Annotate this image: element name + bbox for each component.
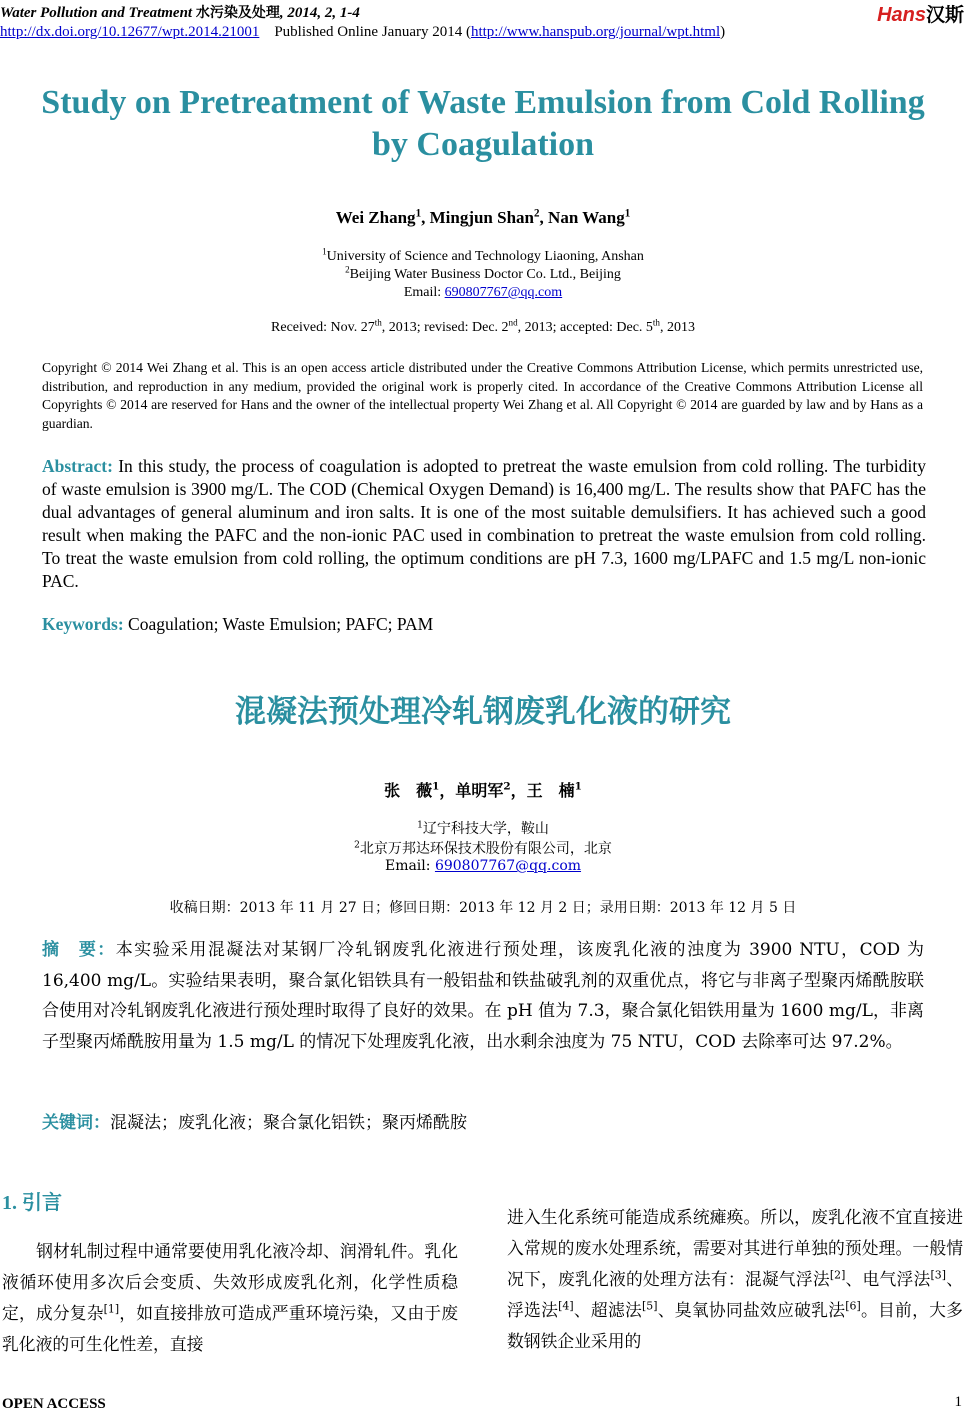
- received-text: Received: Nov. 27: [271, 320, 375, 335]
- affil-sup: 1: [417, 820, 423, 831]
- ordinal-sup: nd: [508, 317, 518, 328]
- citation-ref[interactable]: [6]: [845, 1299, 861, 1313]
- email-line-cn: [0, 858, 966, 874]
- affil-sup: 2: [345, 264, 350, 275]
- email-line: [0, 285, 966, 301]
- paper-title-en: Study on Pretreatment of Waste Emulsion from Cold Rolling by Coagulation: [41, 84, 925, 163]
- affiliation-cn-2: [0, 838, 966, 858]
- abstract-text: In this study, the process of coagulation is adopted to pretreat the waste emulsion from cold rolling. The turbidity of waste emulsion is 3900 mg/L. The COD (Chemical Oxygen Demand) is 16,400 mg/L. The results show that PAFC has the dual advantages of general aluminum and iron salts. It is one of the most suitable demulsifiers. It has achieved such a good result when making the PAFC and the non-ionic PAC used in combination to pretreat the waste emulsion from cold rolling. To treat the waste emulsion from cold rolling, the optimum conditions are pH 7.3, 1600 mg/LPAFC and 1.5 mg/L non-ionic PAC.: [42, 456, 926, 591]
- affiliation-cn-1: [0, 818, 966, 838]
- received-dates-en: [0, 317, 966, 336]
- received-dates-cn: 收稿日期：2013 年 11 月 27 日；修回日期：2013 年 12 月 2 日；录用日期：2013 年 12 月 5 日: [169, 900, 797, 916]
- abstract-cn-label: 摘 要：: [42, 940, 116, 960]
- affiliation-2: [0, 264, 966, 283]
- publisher-logo: [877, 0, 964, 27]
- keywords-label: Keywords:: [42, 614, 124, 634]
- citation-ref[interactable]: [3]: [930, 1268, 946, 1282]
- affil-text-cn: 北京万邦达环保技术股份有限公司，北京: [359, 841, 612, 857]
- author-sep: ，: [439, 781, 456, 800]
- body-text: 、浮选法: [507, 1269, 963, 1320]
- body-text: 、臭氧协同盐效应破乳法: [657, 1300, 846, 1320]
- ordinal-sup: th: [652, 317, 660, 328]
- year-text: , 2013: [659, 320, 695, 335]
- keywords-cn-label: 关键词：: [42, 1113, 110, 1133]
- affil-text-cn: 辽宁科技大学，鞍山: [422, 821, 549, 837]
- journal-name: Water Pollution and Treatment: [0, 5, 193, 21]
- body-text: 进入生化系统可能造成系统瘫痪。所以，废乳化液不宜直接进入常规的废水处理系统，需要对其进行单独的预处理。一般情况下，废乳化液的处理方法有：混凝气浮法: [507, 1207, 963, 1289]
- citation-ref[interactable]: [2]: [829, 1268, 846, 1282]
- doi-link[interactable]: http://dx.doi.org/10.12677/wpt.2014.21001: [0, 24, 260, 40]
- email-label: Email:: [384, 858, 435, 874]
- logo-hans: Hans: [877, 4, 926, 26]
- keywords-cn-text: 混凝法；废乳化液；聚合氯化铝铁；聚丙烯酰胺: [110, 1113, 467, 1133]
- author-sup: 2: [503, 780, 511, 793]
- author-sep: ，: [510, 781, 527, 800]
- body-text: 、超滤法: [573, 1300, 643, 1320]
- author-sup: 1: [415, 207, 422, 220]
- section-heading: [2, 1186, 62, 1215]
- author-sup: 2: [534, 207, 540, 220]
- affiliation-1: [0, 246, 966, 265]
- citation-ref[interactable]: [5]: [642, 1299, 658, 1313]
- revised-text: , 2013; revised: Dec. 2: [381, 320, 509, 335]
- abstract-cn: [42, 935, 924, 1057]
- email-link[interactable]: 690807767@qq.com: [444, 285, 563, 300]
- affil-sup: 1: [322, 246, 327, 257]
- author-name: Nan Wang: [548, 208, 625, 227]
- author-sep: ,: [421, 208, 430, 227]
- journal-name-cn: 水污染及处理: [195, 5, 280, 21]
- ordinal-sup: th: [374, 317, 382, 328]
- abstract-label: Abstract:: [42, 456, 113, 476]
- author-name-cn: 张 薇: [384, 781, 433, 800]
- citation-ref[interactable]: [1]: [103, 1302, 120, 1316]
- citation-ref[interactable]: [4]: [558, 1299, 574, 1313]
- author-sup: 1: [574, 780, 582, 793]
- body-text: 。目前，大多数钢铁企业采用的: [507, 1300, 963, 1351]
- open-access-label: OPEN ACCESS: [2, 1396, 106, 1412]
- author-sup: 1: [624, 207, 631, 220]
- section-number: 1.: [2, 1192, 22, 1214]
- affil-text: University of Science and Technology Liaoning, Anshan: [326, 249, 644, 264]
- journal-url-link[interactable]: http://www.hanspub.org/journal/wpt.html: [470, 24, 721, 40]
- abstract-en: [42, 455, 926, 593]
- keywords-en: [42, 613, 926, 636]
- body-text: ，如直接排放可造成严重环境污染，又由于废乳化液的可生化性差，直接: [2, 1303, 458, 1354]
- author-name: Mingjun Shan: [429, 208, 535, 227]
- authors-cn: [0, 778, 966, 801]
- page-number: 1: [954, 1394, 962, 1410]
- affil-sup: 2: [354, 840, 360, 851]
- journal-issue: , 2014, 2, 1-4: [279, 5, 360, 21]
- author-name-cn: 单明军: [455, 781, 504, 800]
- accepted-text: , 2013; accepted: Dec. 5: [517, 320, 653, 335]
- published-text: Published Online January 2014 (: [274, 24, 471, 40]
- keywords-text: Coagulation; Waste Emulsion; PAFC; PAM: [128, 614, 434, 634]
- body-text: 钢材轧制过程中通常要使用乳化液冷却、润滑轧件。乳化液循环使用多次后会变质、失效形成废乳化剂，化学性质稳定，成分复杂: [2, 1241, 458, 1323]
- author-name: Wei Zhang: [335, 208, 416, 227]
- paper-title-cn: 混凝法预处理冷轧钢废乳化液的研究: [235, 694, 731, 730]
- author-sup: 1: [432, 780, 440, 793]
- author-name-cn: 王 楠: [526, 781, 575, 800]
- body-text: 、电气浮法: [845, 1269, 931, 1289]
- published-close: ): [720, 24, 726, 40]
- body-column-left: [2, 1236, 458, 1360]
- publication-line: [0, 24, 725, 41]
- email-link[interactable]: 690807767@qq.com: [434, 858, 582, 874]
- affil-text: Beijing Water Business Doctor Co. Ltd., Beijing: [349, 267, 621, 282]
- copyright-notice: Copyright © 2014 Wei Zhang et al. This is an open access article distributed under the Creative Commons Attribution License, which permits unrestricted use, distribution, and reproduction in any medium, provided the original work is properly cited. In accordance of the Creative Commons Attribution License all Copyrights © 2014 are reserved for Hans and the owner of the intellectual property Wei Zhang et al. All Copyright © 2014 are guarded by law and by Hans as a guardian.: [42, 360, 923, 431]
- logo-cn: 汉斯: [925, 4, 964, 26]
- abstract-cn-text: 本实验采用混凝法对某钢厂冷轧钢废乳化液进行预处理，该废乳化液的浊度为 3900 NTU，COD 为 16,400 mg/L。实验结果表明，聚合氯化铝铁具有一般铝盐和铁盐破乳剂的双重优点，将它与非离子型聚丙烯酰胺联合使用对冷轧钢废乳化液进行预处理时取得了良好的效果。在 pH 值为 7.3，聚合氯化铝铁用量为 1600 mg/L，非离子型聚丙烯酰胺用量为 1.5 mg/L 的情况下处理废乳化液，出水剩余浊度为 75 NTU，COD 去除率可达 97.2%。: [42, 940, 925, 1052]
- journal-header: [0, 2, 360, 22]
- section-title: 引言: [22, 1190, 62, 1214]
- authors-en: [0, 208, 966, 228]
- email-label: Email:: [403, 285, 445, 300]
- author-sep: ,: [539, 208, 549, 227]
- body-column-right: [507, 1202, 963, 1357]
- keywords-cn: [42, 1108, 924, 1139]
